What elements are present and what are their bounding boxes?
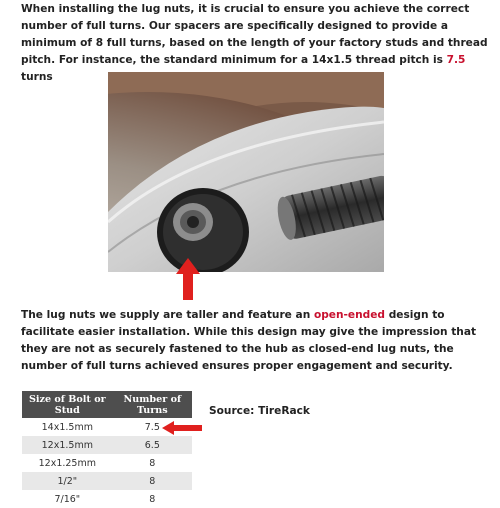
wheel-spacer-photo [108,72,384,272]
cell-turns: 8 [113,472,192,490]
table-row [22,490,192,508]
cell-turns: 8 [113,490,192,508]
table-row [22,436,192,454]
body-text-before: The lug nuts we supply are taller and feature an [21,309,314,321]
body-highlight: open-ended [313,309,386,321]
cell-size: 12x1.5mm [22,436,113,454]
table-row [22,472,192,490]
table-row [22,454,192,472]
cell-turns: 8 [113,454,192,472]
cell-size: 14x1.5mm [22,418,113,436]
table-header-row [22,391,192,418]
header-turns: Number of Turns [113,391,192,418]
cell-size: 1/2" [22,472,113,490]
intro-highlight: 7.5 [446,54,466,66]
cell-turns: 6.5 [113,436,192,454]
cell-size: 7/16" [22,490,113,508]
cell-turns: 7.5 [113,418,192,436]
left-arrow-icon [162,421,202,435]
thread-turns-table [22,391,192,508]
wheel-spacer-illustration [108,72,384,272]
cell-size: 12x1.25mm [22,454,113,472]
source-label: Source: TireRack [209,405,310,417]
intro-text-after: turns [21,71,53,83]
up-arrow-icon [176,258,200,300]
body-text-after: design to facilitate easier installation. While this design may give the impression that they are not as securely fastened to the hub as closed-end lug nuts, the number of full turns achieved ensures proper engagement and security. [21,309,477,372]
intro-text-before: When installing the lug nuts, it is crucial to ensure you achieve the correct number of full turns. Our spacers are specifically designed to provide a minimum of 8 full turns, based on the length of your factory studs and thread pitch. For instance, the standard minimum for a 14x1.5 thread pitch is [21,3,488,66]
header-bolt-size: Size of Bolt or Stud [22,391,113,418]
body-paragraph [21,307,491,375]
